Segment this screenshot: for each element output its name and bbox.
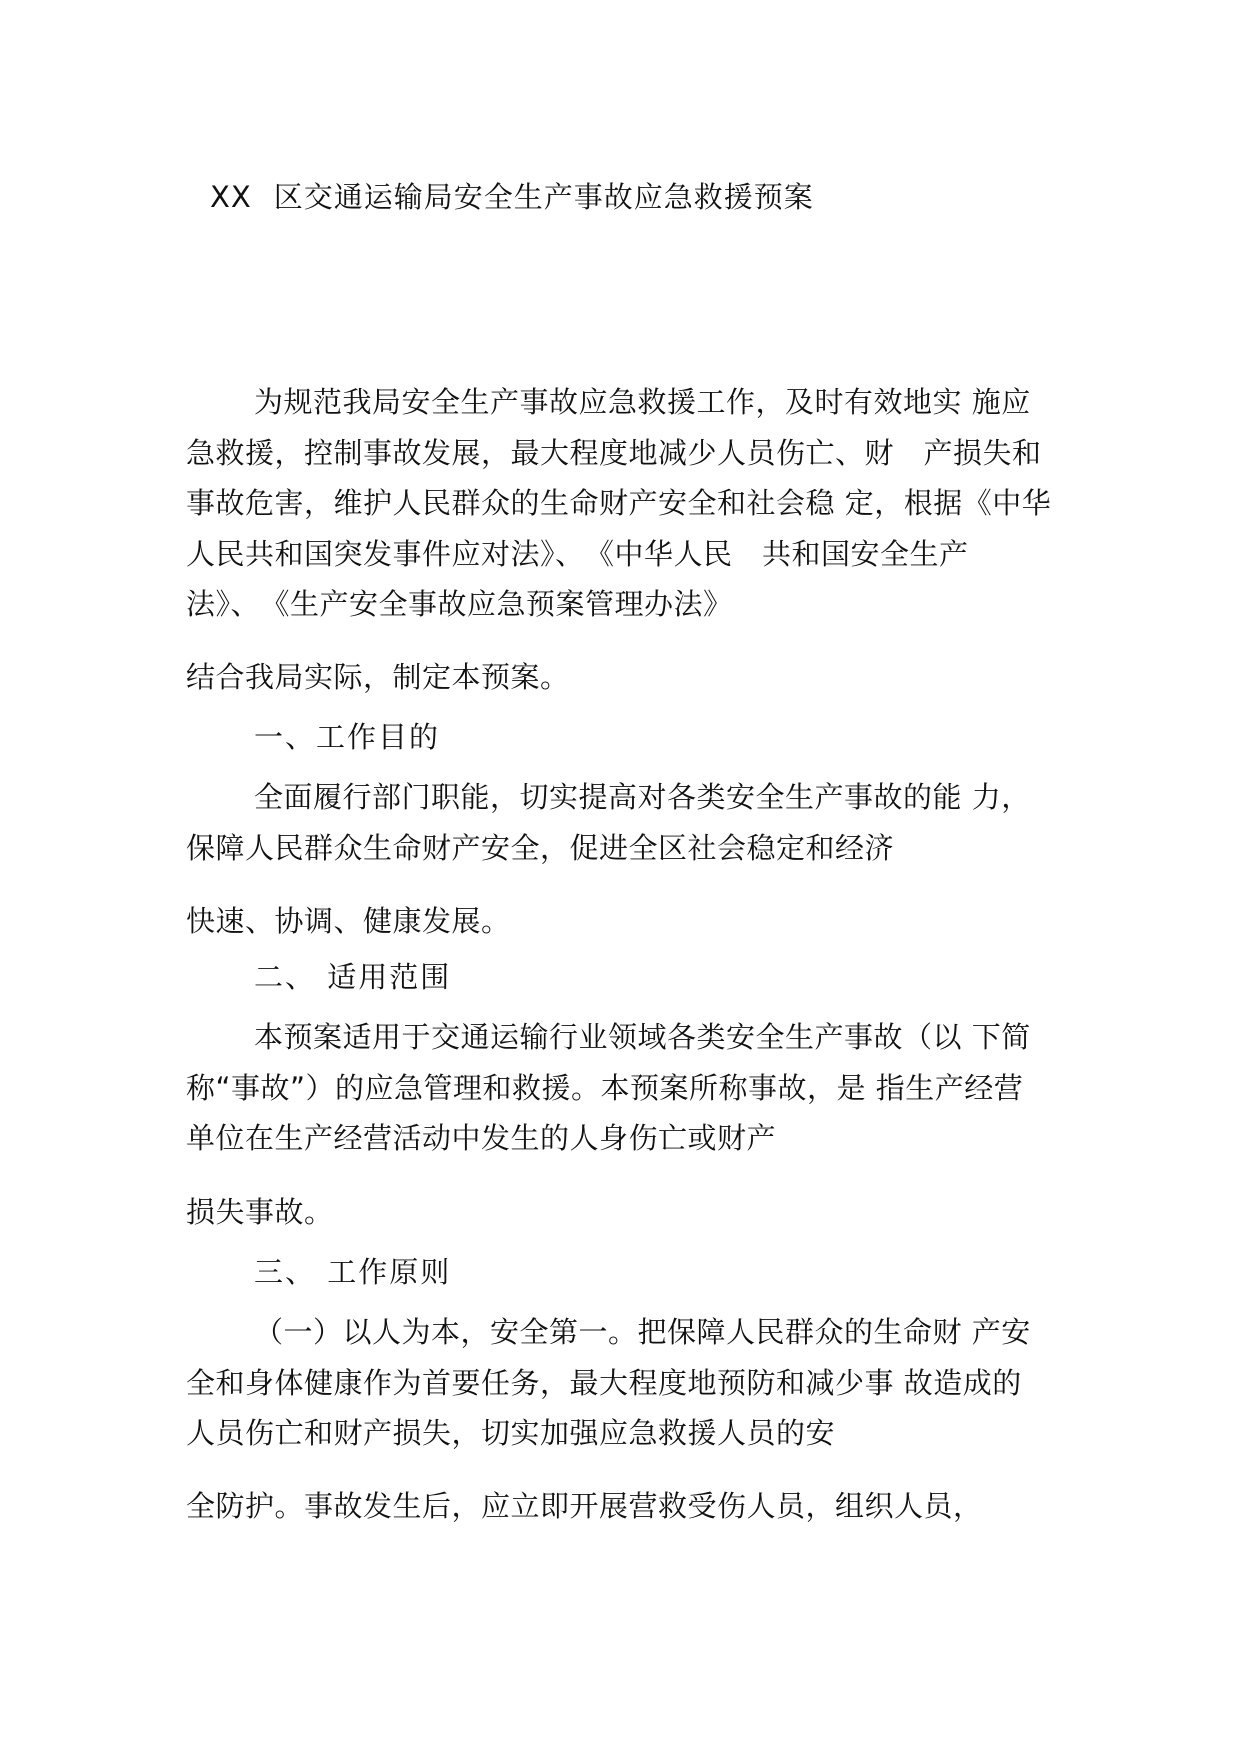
paragraph-line: 本预案适用于交通运输行业领域各类安全生产事故（以 下简 [254,1020,1031,1054]
paragraph-line: 法》、 《生产安全事故应急预案管理办法》 [186,587,733,621]
paragraph-line: 事故危害，维护人民群众的生命财产安全和社会稳 定，根据《中华 [186,486,1052,520]
paragraph-line: 保障人民群众生命财产安全，促进全区社会稳定和经济 [186,831,895,865]
paragraph-line: 全和身体健康作为首要任务，最大程度地预防和减少事 故造成的 [186,1366,1022,1400]
paragraph-line: 急救援，控制事故发展，最大程度地减少人员伤亡、财 产损失和 [186,436,1042,470]
paragraph-line: 单位在生产经营活动中发生的人身伤亡或财产 [186,1121,777,1155]
paragraph-line: （一）以人为本，安全第一。把保障人民群众的生命财 产安 [254,1315,1031,1349]
paragraph-line: 快速、协调、健康发展。 [186,904,511,938]
paragraph-line: 人民共和国突发事件应对法》、 《中华人民 共和国安全生产 [186,537,969,571]
section-heading-scope: 二、 适用范围 [254,960,452,994]
paragraph-line: 全防护。事故发生后，应立即开展营救受伤人员，组织人员， [186,1489,983,1523]
title-prefix: XX [210,180,252,214]
paragraph-line: 称“事故”）的应急管理和救援。本预案所称事故，是 指生产经营 [186,1071,1024,1105]
paragraph-line: 为规范我局安全生产事故应急救援工作，及时有效地实 施应 [254,385,1031,419]
document-title [210,175,814,216]
title-main: 区交通运输局安全生产事故应急救援预案 [273,180,814,214]
paragraph-line: 损失事故。 [186,1195,334,1229]
paragraph-line: 人员伤亡和财产损失，切实加强应急救援人员的安 [186,1416,836,1450]
section-heading-principles: 三、 工作原则 [254,1255,452,1289]
paragraph-line: 全面履行部门职能，切实提高对各类安全生产事故的能 力， [254,780,1031,814]
section-heading-purpose: 一、工作目的 [254,720,441,754]
paragraph-line: 结合我局实际，制定本预案。 [186,660,570,694]
